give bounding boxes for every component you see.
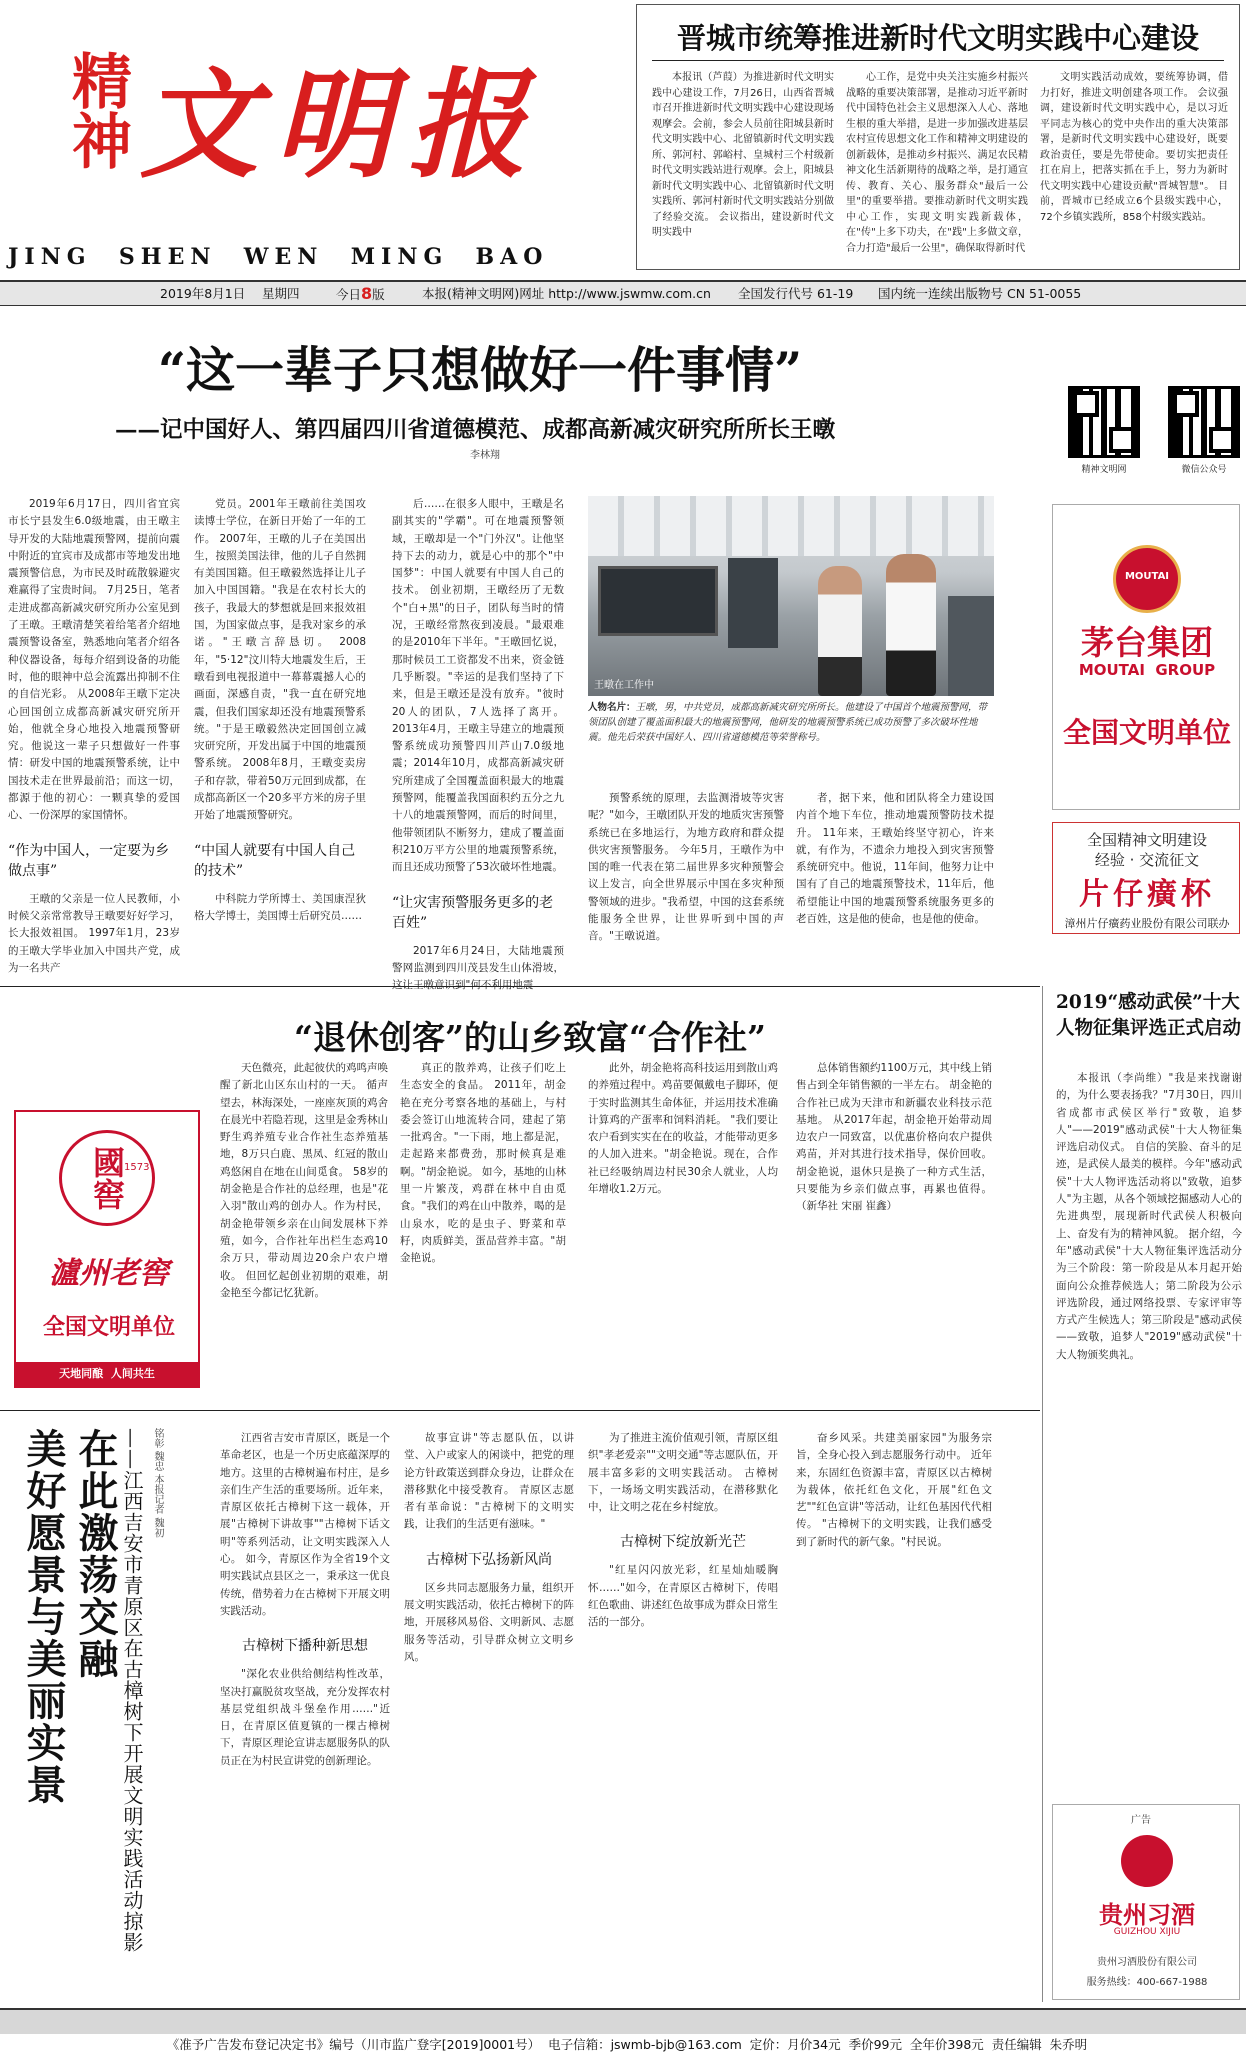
logo-main: 文明报	[140, 55, 543, 194]
qr-label-wechat: 微信公众号	[1181, 465, 1227, 475]
luzhou-brand: 瀘州老窖	[49, 1256, 169, 1291]
third-col1-subhead: 古樟树下播种新思想	[242, 1638, 368, 1655]
qr-code-wechat[interactable]	[1168, 386, 1240, 458]
lead-col2: 党员。2001年王暾前往美国攻读博士学位，在新日开始了一年的工作。 2007年，王暾的儿子在美国出生，按照美国法律，他的儿子自然拥有美国国籍。但王暾毅然选择让儿子加入中国国籍。"我是在农村长大的孩子，我最大的梦想就是回来报效祖国，为国家做点事，是我对家乡的承诺。"王暾言辞恳切。 2008年，"5·12"汶川特大地震发生后，王暾看到电视报道中一幕幕震撼人心的画面，深感自责，"我一直在研究地震，但我们国家却还没有地震预警系统。"于是王暾毅然决定回国创立减灾研究所，开发出属于中国的地震预警系统。 2008年8月，王暾变卖房子和存款，带着50万元回到成都，在成都高新区一个20多平方米的房子里开始了地震预警研究。 “中国人就要有中国人自己的技术” 中科院力学所博士、美国康涅狄格大学博士，美国博士后研究员……	[194, 498, 366, 922]
section-divider-2	[0, 1410, 1040, 1411]
pzh-company: 漳州片仔癀药业股份有限公司联办	[1064, 917, 1230, 930]
website: 本报(精神文明网)网址 http://www.jswmw.com.cn	[422, 286, 711, 301]
top-story-col2: 心工作，是党中央关注实施乡村振兴战略的重要决策部署，是推动习近平新时代中国特色社会主义思想深入人心、落地生根的重大举措，是进一步加强改进基层农村宣传思想文化工作和精神文明建设的创新载体，是推动乡村振兴、满足农民精神文化生活新期待的战略之举，是打通宣传、教育、关心、服务群众"最后一公里"的重要举措。要推动新时代文明实践中心工作，实现文明实践新载体，在"传"上多下功夫，在"践"上多做文章，合力打造"最后一公里"，确保取得新时代	[846, 72, 1028, 254]
logo-seal	[8, 50, 132, 180]
pzh-line2: 经验 · 交流征文	[1094, 851, 1200, 869]
second-col4: 总体销售额约1100万元，其中线上销售占到全年销售额的一半左右。 胡金艳的合作社已成为天津市和新疆农业科技示范基地。 从2017年起，胡金艳开始带动周边农户一同致富，以优惠价格向农户提供鸡苗，并对其进行技术指导，保价回收。胡金艳说，退休只是换了一种方式生活，只要能为乡亲们做点事，再累也值得。 （新华社 宋丽 崔鑫）	[796, 1062, 992, 1213]
second-col3: 此外，胡金艳将高科技运用到散山鸡的养殖过程中。鸡苗要佩戴电子脚环，便于实时监测其生命体征，并运用技术准确计算鸡的产蛋率和饲料消耗。 "我们要让农户看到实实在在的收益，才能带动更多的人加入进来。"胡金艳说。现在，合作社已经吸纳周边村民30余人就业，人均年增收1.2万元。	[588, 1062, 778, 1196]
luzhou-seal-num: 1573	[124, 1162, 150, 1173]
moutai-logo-text: MOUTAI	[1124, 571, 1170, 582]
logo-small: 精神	[62, 50, 132, 170]
profile-text: 王暾，男，中共党员，成都高新减灾研究所所长。他建设了中国首个地震预警网，带领团队创建了覆盖面积最大的地震预警网，他研发的地震预警系统已成功预警了多次破坏性地震。他先后荣获中国好人、四川省道德模范等荣誉称号。	[588, 702, 988, 743]
luzhou-seal-top: 國窖	[88, 1146, 126, 1210]
third-col3: 为了推进主流价值观引领，青原区组织"孝老爱亲""文明交通"等志愿队伍，开展丰富多彩的文明实践活动。 古樟树下，一场场文明实践活动，在潜移默化中，让文明之花在乡村绽放。 古樟树下绽放新光芒 "红星闪闪放光彩，红星灿灿暖胸怀……"如今，在青原区古樟树下，传唱红色歌曲、讲述红色故事成为群众日常生活的一部分。	[588, 1432, 778, 1629]
lead-col5: 者，据下来，他和团队将全力建设国内首个地下车位，推动地震预警防技术提升。 11年来，王暾始终坚守初心，许来就，有作为，不遗余力地投入到灾害预警系统研究中。他说，11年间，他努力让中国有了自己的地震预警技术，11年后，他希望能让中国的地震预警系统服务更多的老百姓，这是他的使命，也是他的使命。	[796, 792, 994, 926]
sidebar-body: 本报讯（李尚维）"我是来找谢谢的，为什么要表扬我？"7月30日，四川省成都市武侯区举行"致敬，追梦人"——2019"感动武侯"十大人物征集评选启动仪式。 自信的笑脸、奋斗的足迹，是武侯人最美的模样。今年"感动武侯"十大人物评选活动将以"致敬，追梦人"为主题，从各个领域挖掘感动人心的先进典型，展现新时代武侯人积极向上、奋发有为的精神风貌。 据介绍，今年"感动武侯"十大人物征集评选活动分为三个阶段：第一阶段是从本月起开始面向公众推荐候选人；第二阶段为公示评选阶段，通过网络投票、专家评审等方式产生候选人；第三阶段是"感动武侯——致敬，追梦人"2019"感动武侯"十大人物颁奖典礼。	[1056, 1072, 1242, 1361]
qr-label-website: 精神文明网	[1081, 465, 1127, 475]
lead-col4: 预警系统的原理，去监测滑坡等灾害呢？"如今，王暾团队开发的地质灾害预警系统已在多地运行，为地方政府和群众提供灾害预警服务。 今年5月，王暾作为中国的唯一代表在第二届世界多灾种预警会议上发言，向全世界展示中国在多灾种预警领域的进步。"我希望，中国的这套系统能服务全世界，让世界听到中国的声音。"王暾说道。	[588, 792, 784, 943]
third-subtitle: ——江西吉安市青原区在古樟树下开展文明实践活动掠影	[120, 1428, 144, 1953]
top-story-col1: 本报讯（芦葭）为推进新时代文明实践中心建设工作，7月26日，山西省晋城市召开推进新时代文明实践中心建设现场观摩会。会前，参会人员前往阳城县新时代文明实践中心、北留镇新时代文明实践所、郭河村、郭峪村、皇城村三个村级新时代文明实践站进行观摩。会上，阳城县新时代文明实践中心、北留镇新时代文明实践所、郭河村新时代文明实践站分别做了经验交流。 会议指出，建设新时代文明实践中	[652, 72, 834, 238]
moutai-name: 茅台集团	[1081, 623, 1213, 662]
right-column-rule	[1042, 986, 1043, 2002]
ad-moutai[interactable]	[1052, 504, 1240, 810]
xijiu-brand: 贵州习酒	[1099, 1900, 1195, 1929]
section-divider-1	[0, 986, 1040, 987]
lead-subtitle: ——记中国好人、第四届四川省道德模范、成都高新减灾研究所所长王暾	[114, 417, 835, 443]
ad-luzhou[interactable]	[14, 1110, 200, 1388]
third-title-line1: 在此激荡交融	[72, 1428, 119, 1680]
weekday: 星期四	[262, 286, 300, 301]
luzhou-slogan: 天地同酿 人间共生	[16, 1362, 198, 1386]
lead-col2-subhead: “中国人就要有中国人自己的技术”	[194, 842, 356, 879]
issue-date: 2019年8月1日	[160, 286, 246, 301]
issue-code: 全国发行代号 61-19	[738, 286, 854, 301]
pzh-line1: 全国精神文明建设	[1086, 831, 1207, 849]
ad-pianzaihuang[interactable]	[1052, 822, 1240, 934]
luzhou-honor: 全国文明单位	[42, 1314, 175, 1340]
qr-code-website[interactable]	[1068, 386, 1140, 458]
third-col2-subhead: 古樟树下弘扬新风尚	[426, 1551, 552, 1568]
top-story-headline: 晋城市统筹推进新时代文明实践中心建设	[676, 21, 1199, 55]
xijiu-company: 贵州习酒股份有限公司	[1097, 1957, 1197, 1968]
xijiu-en: GUIZHOU XIJIU	[1113, 1927, 1181, 1937]
top-story-rule	[652, 60, 1224, 61]
third-col4: 奋乡风采。共建美丽家园"为服务宗旨，全身心投入到志愿服务行动中。 近年来，东固红色资源丰富，青原区以古樟树为载体，依托红色文化，开展"红色文艺""红色宣讲"等活动，让红色基因代代相传。 "古樟树下的文明实践，让我们感受到了新时代的新气象。"村民说。	[796, 1432, 992, 1548]
masthead	[0, 0, 620, 268]
footer-text: 《准予广告发布登记决定书》编号（川市监广登字[2019]0001号） 电子信箱：jswmb-bjb@163.com 定价：月价34元 季价99元 全年价398元 责任编辑 朱乔明	[166, 2037, 1088, 2052]
lead-byline: 李林翔	[470, 450, 500, 461]
xijiu-hotline: 服务热线：400-667-1988	[1086, 1977, 1208, 1988]
second-col1: 天色微亮，此起彼伏的鸡鸣声唤醒了新北山区东山村的一天。 循声望去，林海深处，一座座灰顶的鸡舍在晨光中若隐若现，这里是金秀林山野生鸡养殖专业合作社生态养殖基地，8万只白鹿、黑凤、红冠的散山鸡悠闲自在地在山间觅食。 58岁的胡金艳是合作社的总经理，也是"花入羽"散山鸡的创办人。作为村民，胡金艳带领乡亲在山间发展林下养殖，如今，合作社年出栏生态鸡10余万只，带动周边20余户农户增收。 但回忆起创业初期的艰难，胡金艳至今都记忆犹新。	[220, 1062, 388, 1299]
profile-box	[588, 700, 994, 776]
person-left	[818, 566, 862, 696]
ad-label: 广告	[1131, 1815, 1151, 1826]
third-col3-subhead: 古樟树下绽放新光芒	[620, 1534, 746, 1551]
pages-number: 8	[361, 284, 373, 303]
info-bar	[0, 280, 1246, 306]
lead-col1: 2019年6月17日，四川省宜宾市长宁县发生6.0级地震，由王暾主导开发的大陆地震预警网，提前向震中附近的宜宾市及成都市等地发出地震预警信息，为市民及时疏散躲避灾难赢得了宝贵时间。 7月25日，笔者走进成都高新减灾研究所办公室见到了王暾。王暾清楚笑着给笔者介绍地震预警设备室，熟悉地向笔者介绍各种仪器设备，每每介绍到设备的功能时，他的眼神中总会流露出抑制不住的自信光彩。 从2008年王暾下定决心回国创立成都高新减灾研究所开始，他就全身心地投入地震预警研究。他说这一辈子只想做好一件事情：研发中国的地震预警系统，让中国技术走在世界最前沿；而这一切，都源于他的初心：一颗真挚的爱国心、一份深厚的家国情怀。 “作为中国人，一定要为乡做点事” 王暾的父亲是一位人民教师，小时候父亲常常教导王暾要好好学习，长大报效祖国。 1997年1月，23岁的王暾大学毕业加入中国共产党，成为一名共产	[8, 498, 180, 974]
lead-col1-subhead: “作为中国人，一定要为乡做点事”	[8, 842, 170, 879]
second-title: “退休创客”的山乡致富“合作社”	[294, 1018, 766, 1057]
ad-guizhou-xijiu[interactable]	[1052, 1804, 1240, 2000]
moutai-honor: 全国文明单位	[1062, 716, 1231, 749]
sidebar-title: 2019“感动武侯”十大人物征集评选正式启动	[1056, 992, 1242, 1039]
third-col2: 故事宣讲"等志愿队伍，以讲堂、入户或家人的闲谈中，把党的理论方针政策送到群众身边，让群众在潜移默化中接受教育。 青原区志愿者有革命说："古樟树下的文明实践，让我们的生活更有滋味。" 古樟树下弘扬新风尚 区乡共同志愿服务力量，组织开展文明实践活动，依托古樟树下的阵地，开展移风易俗、文明新风、志愿服务等活动，引导群众树立文明乡风。	[404, 1432, 574, 1663]
profile-label: 人物名片：	[588, 702, 636, 713]
xijiu-logo	[1121, 1835, 1173, 1887]
publish-code: 国内统一连续出版物号 CN 51-0055	[878, 286, 1082, 301]
footer-bar	[0, 2008, 1246, 2052]
third-title-line2: 美好愿景与美丽实景	[20, 1428, 67, 1806]
third-col1: 江西省吉安市青原区，既是一个革命老区，也是一个历史底蕴深厚的地方。这里的古樟树遍布村庄，是乡亲们生产生活的重要场所。近年来，青原区依托古樟树下这一载体，开展"古樟树下讲故事""古樟树下话文明"等系列活动，让文明实践深入人心。 如今，青原区作为全省19个文明实践试点县区之一，秉承这一优良传统，借势着力在古樟树下开展文明实践活动。 古樟树下播种新思想 "深化农业供给侧结构性改革，坚决打赢脱贫攻坚战，充分发挥农村基层党组织战斗堡垒作用……"近日，在青原区值夏镇的一棵古樟树下，青原区理论宣讲志愿服务队的队员正在为村民宣讲党的创新理论。	[220, 1432, 390, 1767]
lead-title: “这一辈子只想做好一件事情”	[157, 341, 803, 399]
pzh-brand: 片仔癀杯	[1079, 877, 1215, 912]
lead-photo	[588, 496, 994, 696]
pages-count: 今日8版	[336, 284, 385, 303]
person-right	[886, 554, 936, 696]
third-kicker: 铭彰 魏忠 本报记者 魏初	[152, 1428, 163, 1538]
second-col2: 真正的散养鸡，让孩子们吃上生态安全的食品。 2011年，胡金艳在充分考察各地的基础上，与村委会签订山地流转合同，建起了第一批鸡舍。"一下雨，地上都是泥，走起路来都费劲，那时候真是难啊。"胡金艳说。 如今，基地的山林里一片繁茂，鸡群在林中自由觅食。"我们的鸡在山中散养，喝的是山泉水，吃的是虫子、野菜和草籽，肉质鲜美，蛋品营养丰富。"胡金艳说。	[400, 1062, 566, 1265]
pinyin-line: JING SHEN WEN MING BAO	[8, 244, 549, 270]
photo-caption: 王暾在工作中	[594, 680, 654, 691]
top-story-col3: 文明实践活动成效，要统筹协调，借力打好，推进文明创建各项工作。 会议强调，建设新时代文明实践中心，是以习近平同志为核心的党中央作出的重大决策部署，是新时代文明实践中心建设好，既要政治责任，要是先带使命。要切实把责任扛在肩上，把落实抓在手上，努力为新时代文明实践中心建设贡献"晋城智慧"。 目前，晋城市已经成立6个县级实践中心，72个乡镇实践所，858个村级实践站。	[1040, 72, 1228, 223]
moutai-en: MOUTAI GROUP	[1078, 661, 1216, 679]
lead-col3: 后……在很多人眼中，王暾是名副其实的"学霸"。可在地震预警领域，王暾却是一个"门外汉"。让他坚持下去的动力，就是心中的那个"中国梦"：中国人就要有中国人自己的技术。 创业初期，王暾经历了无数个"白+黑"的日子，团队每当时的情况，王暾经常熬夜到凌晨。"最艰难的是2010年下半年。"王暾回忆说，那时候员工工资都发不出来，资金链几乎断裂。"幸运的是我们坚持了下来，但是王暾还是没有放弃。"彼时20人的团队，7人选择了离开。 2013年4月，王暾主导建立的地震预警系统成功预警四川芦山7.0级地震；2014年10月，成都高新减灾研究所建成了全国覆盖面积最大的地震预警网，能覆盖我国面积约五分之九十八的地震预警网，而后的时间里，他带领团队不断努力，建成了覆盖面积210万平方公里的地震预警系统，而且还成功预警了53次破坏性地震。 “让灾害预警服务更多的老百姓” 2017年6月24日，大陆地震预警网监测到四川茂县发生山体滑坡，	[392, 498, 564, 974]
lead-col3-subhead: “让灾害预警服务更多的老百姓”	[392, 894, 554, 931]
